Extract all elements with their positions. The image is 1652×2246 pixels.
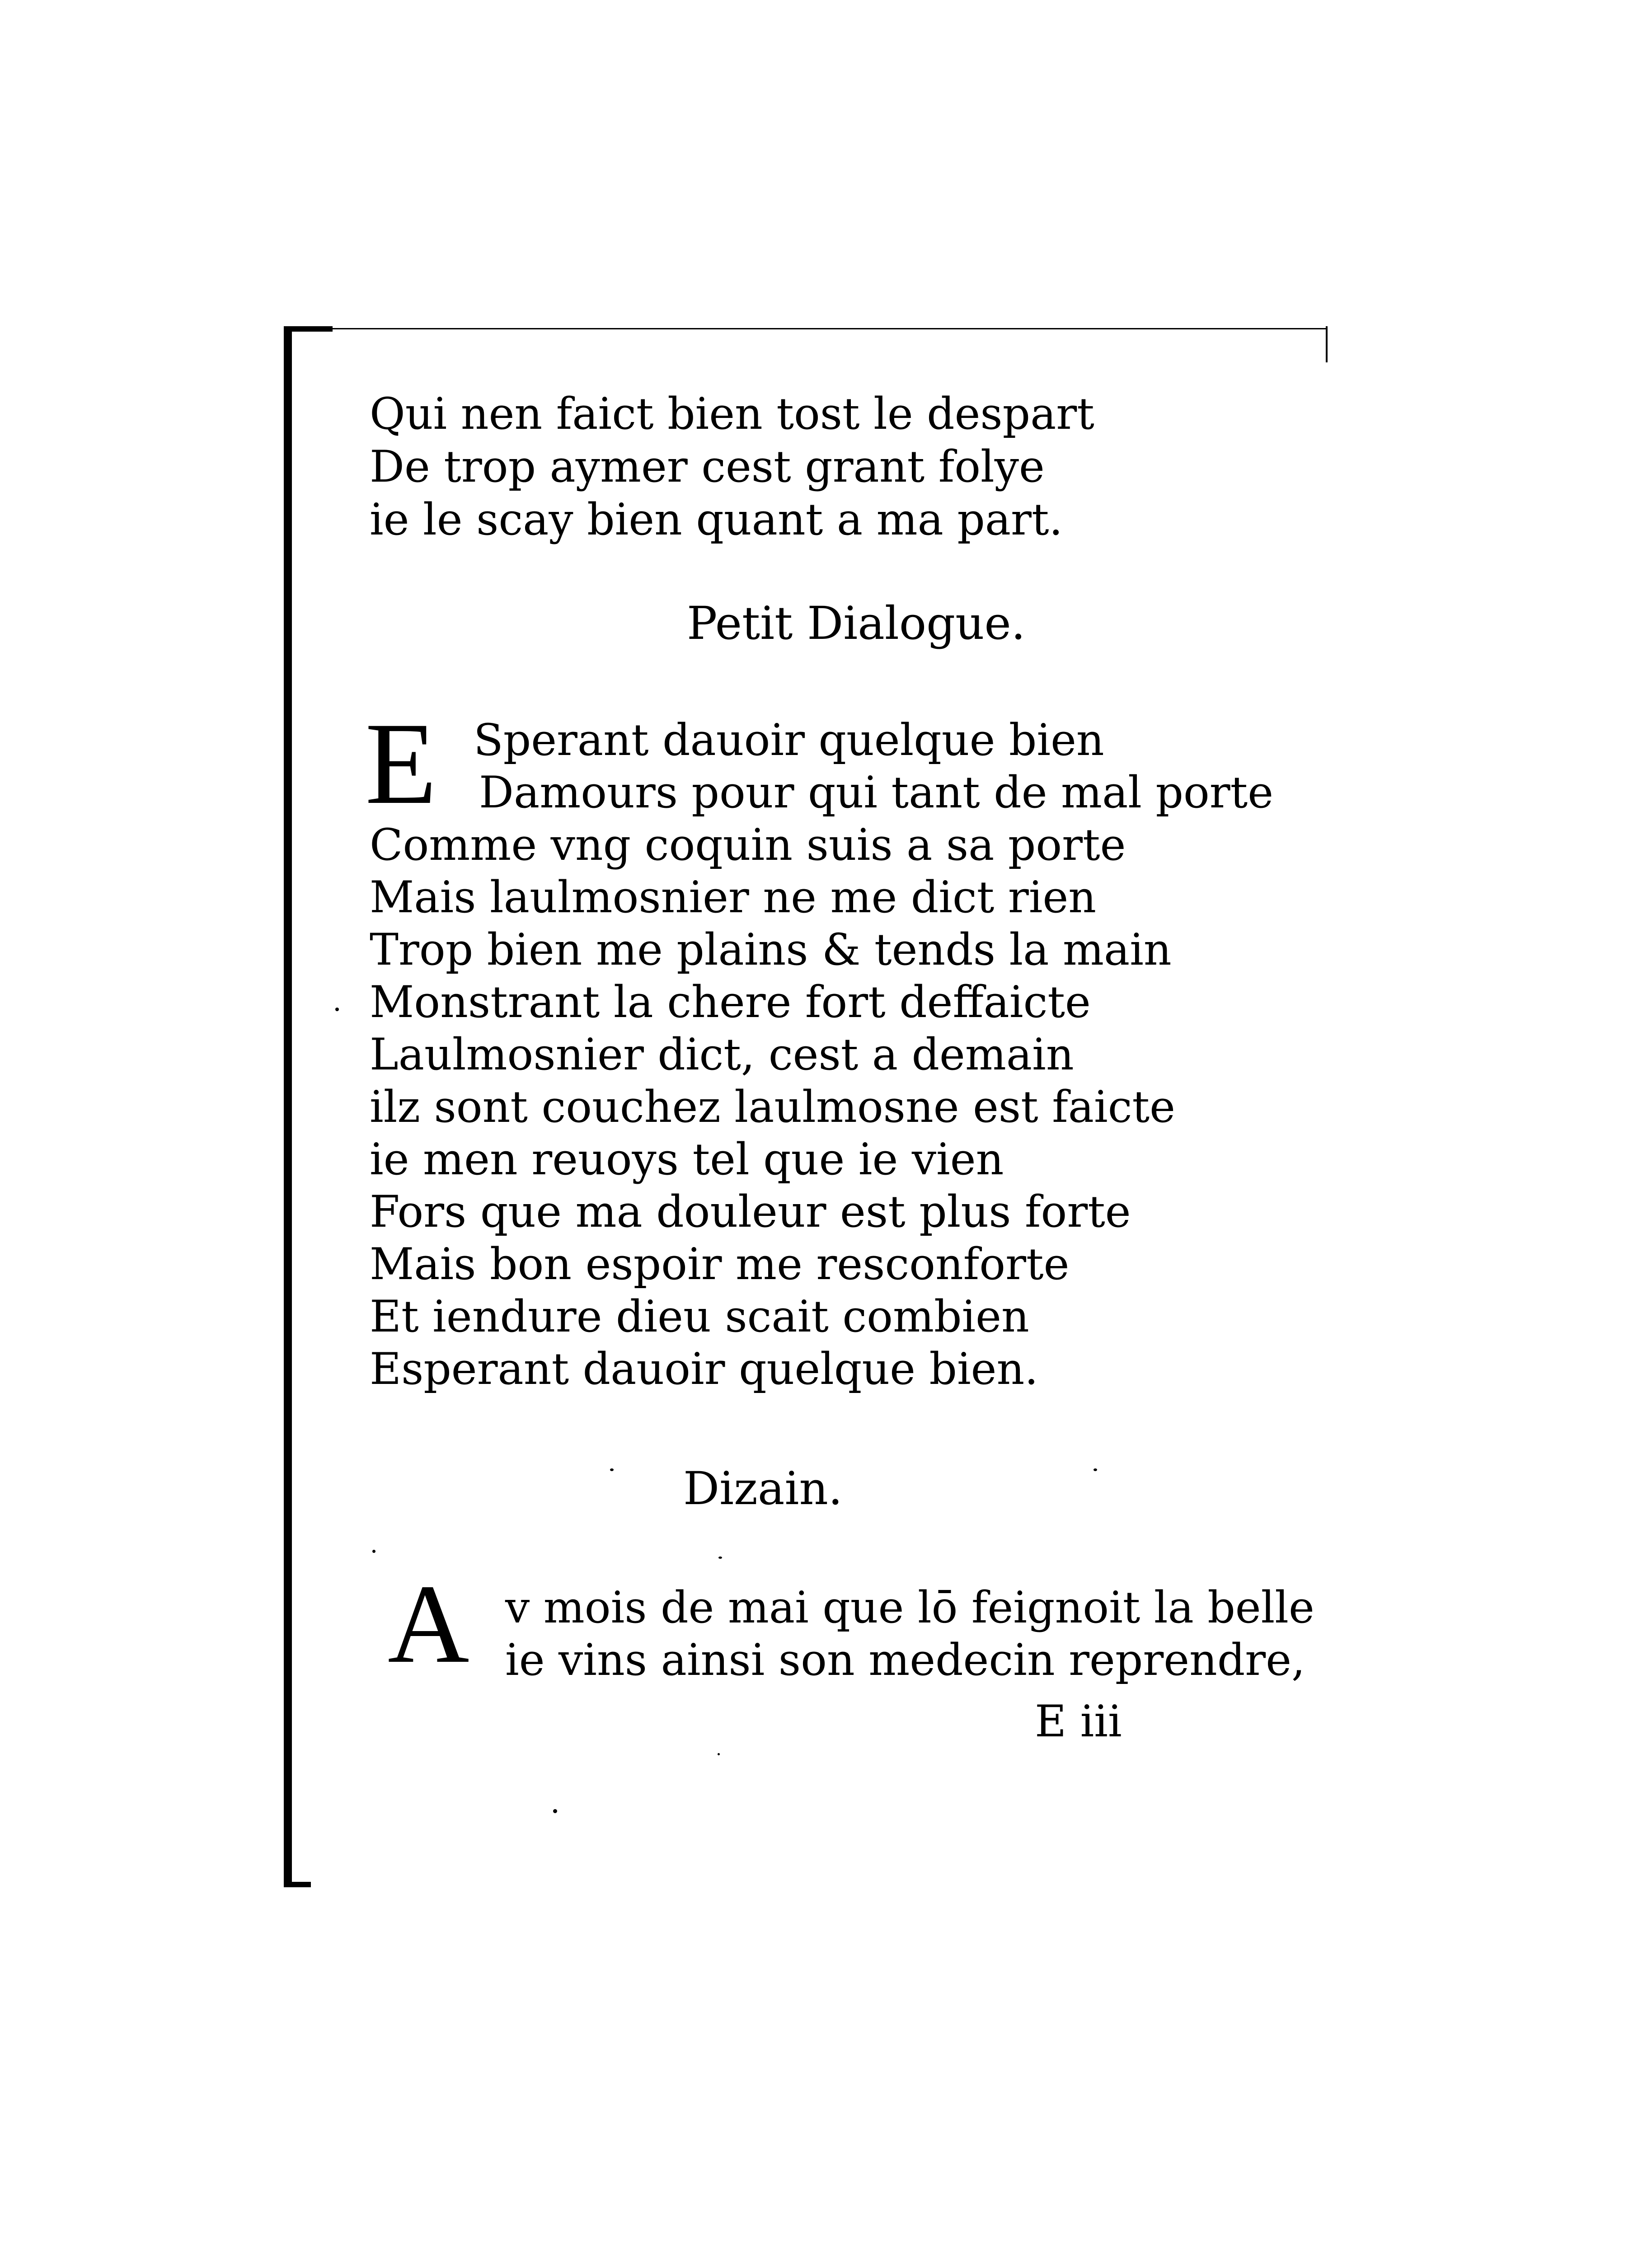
drop-cap-initial: A: [388, 1561, 469, 1687]
scan-speck: [610, 1468, 614, 1471]
verse-line: Monstrant la chere fort deffaicte: [370, 977, 1091, 1027]
verse-line: Esperant dauoir quelque bien.: [370, 1344, 1038, 1394]
verse-line: Et iendure dieu scait combien: [370, 1291, 1029, 1342]
verse-line: De trop aymer cest grant folye: [370, 441, 1045, 492]
drop-cap-initial: E: [365, 699, 437, 829]
verse-line: Trop bien me plains & tends la main: [370, 924, 1172, 975]
scan-speck: [718, 1557, 722, 1559]
verse-line: Sperant dauoir quelque bien: [474, 715, 1104, 765]
section-heading: Dizain.: [683, 1462, 843, 1515]
verse-line: ie men reuoys tel que ie vien: [370, 1134, 1004, 1185]
scan-speck: [1094, 1468, 1097, 1471]
section-heading: Petit Dialogue.: [687, 597, 1026, 650]
verse-line: Mais bon espoir me resconforte: [370, 1239, 1070, 1289]
verse-line: Fors que ma douleur est plus forte: [370, 1186, 1131, 1237]
verse-line: ilz sont couchez laulmosne est faicte: [370, 1082, 1175, 1132]
verse-line: v mois de mai que lō feignoit la belle: [505, 1582, 1314, 1633]
verse-line: ie vins ainsi son medecin reprendre,: [505, 1635, 1305, 1685]
scan-speck: [372, 1550, 375, 1553]
signature-mark: E iii: [1035, 1696, 1122, 1747]
scan-speck: [718, 1753, 720, 1755]
scan-speck: [335, 1008, 339, 1011]
verse-line: ie le scay bien quant a ma part.: [370, 494, 1063, 545]
verse-line: Damours pour qui tant de mal porte: [479, 767, 1274, 818]
verse-line: Laulmosnier dict, cest a demain: [370, 1029, 1074, 1080]
verse-line: Comme vng coquin suis a sa porte: [370, 820, 1126, 870]
verse-line: Qui nen faict bien tost le despart: [370, 389, 1094, 439]
scan-speck: [553, 1809, 557, 1813]
verse-line: Mais laulmosnier ne me dict rien: [370, 872, 1097, 923]
